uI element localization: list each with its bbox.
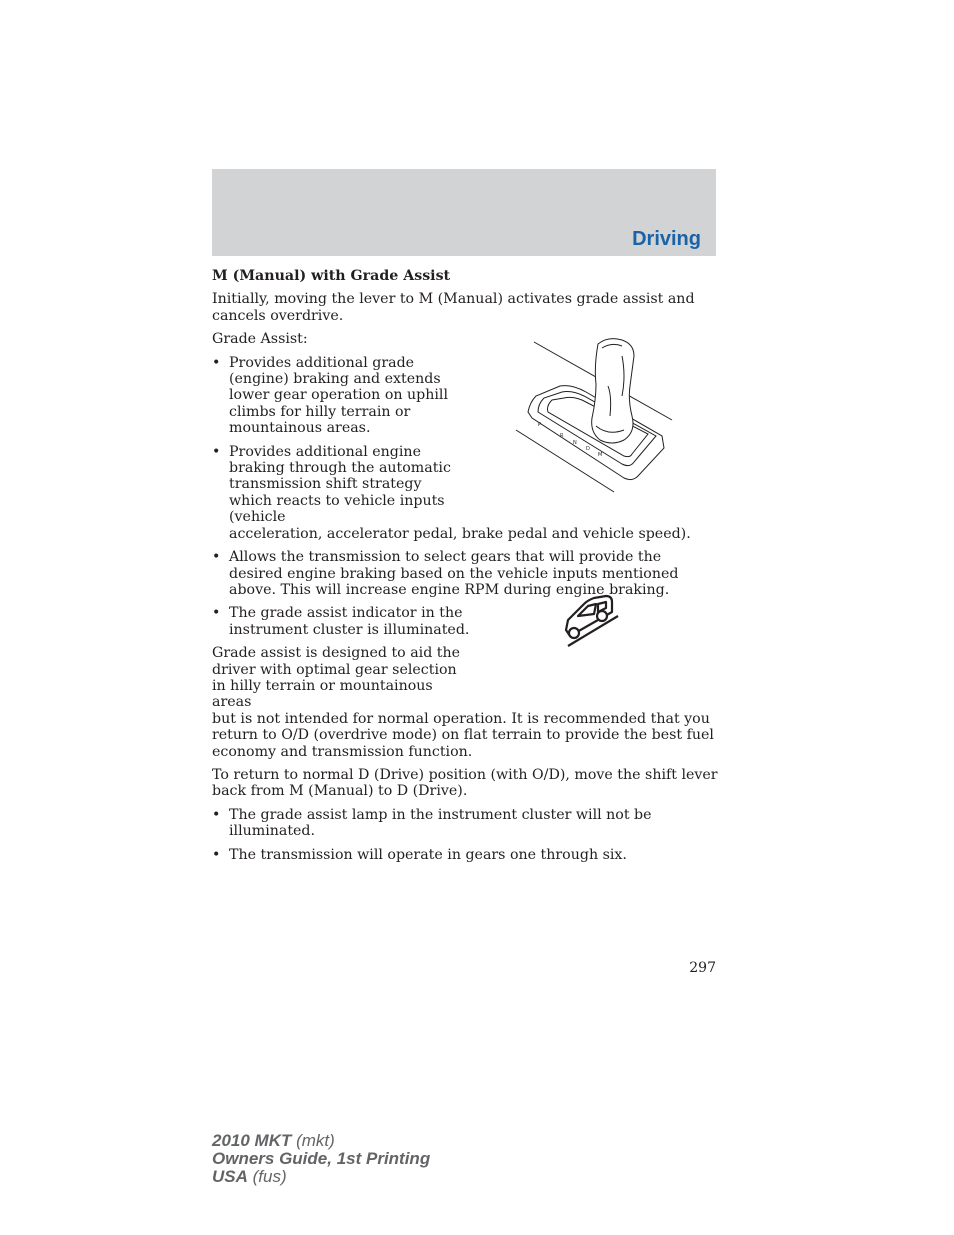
gate-label-p: P	[538, 422, 542, 428]
list-item-text: Provides additional grade (engine) braking and extends lower gear operation on uphill climbs for hilly terrain or mountainous areas.	[229, 354, 448, 437]
footer-market: USA	[212, 1167, 248, 1186]
section-header-band	[212, 169, 716, 256]
footer	[212, 1132, 430, 1186]
subsection-heading: M (Manual) with Grade Assist	[212, 268, 451, 284]
footer-edition: Owners Guide, 1st Printing	[212, 1149, 431, 1168]
list-item	[212, 807, 718, 840]
bullet-dot: •	[212, 354, 221, 371]
gate-label-r: R	[560, 433, 564, 439]
design-paragraph-start: Grade assist is designed to aid the driver with optimal gear selection in hilly terrain or mountainous areas	[212, 645, 461, 711]
section-title: Driving	[632, 228, 701, 250]
list-item	[212, 355, 471, 437]
list-item-text: The grade assist lamp in the instrument cluster will not be illuminated.	[229, 806, 652, 840]
footer-model-code: (mkt)	[296, 1131, 335, 1150]
bullet-dot: •	[212, 846, 221, 863]
list-item	[212, 549, 718, 598]
footer-market-code: (fus)	[252, 1167, 287, 1186]
design-paragraph-end: but is not intended for normal operation. It is recommended that you return to O/D (overdrive mode) on flat terrain to provide the best fuel economy and transmission function.	[212, 710, 714, 760]
grade-assist-label: Grade Assist:	[212, 331, 308, 348]
gate-label-n: N	[573, 440, 577, 446]
list-item	[212, 605, 471, 638]
list-item-text: Provides additional engine braking through the automatic transmission shift strategy which reacts to vehicle inputs (vehicle	[229, 443, 451, 526]
list-item-text-continued: acceleration, accelerator pedal, brake pedal and vehicle speed).	[229, 525, 691, 542]
bullet-dot: •	[212, 443, 221, 460]
shift-lever-illustration	[512, 336, 674, 496]
bullet-dot: •	[212, 605, 221, 622]
gate-label-m: M	[598, 452, 603, 458]
footer-model: 2010 MKT	[212, 1131, 292, 1150]
footer-line-3	[212, 1168, 430, 1186]
list-item-text: The grade assist indicator in the instrument cluster is illuminated.	[229, 605, 470, 638]
list-item-text: Allows the transmission to select gears that will provide the desired engine braking based on the vehicle inputs mentioned above. This will increase engine RPM during engine braking.	[229, 549, 679, 598]
page-number: 297	[689, 960, 716, 976]
grade-assist-icon	[560, 594, 622, 650]
footer-line-2	[212, 1150, 430, 1168]
return-paragraph: To return to normal D (Drive) position (with O/D), move the shift lever back from M (Manual) to D (Drive).	[212, 766, 718, 800]
list-item-text: The transmission will operate in gears one through six.	[229, 846, 627, 863]
list-item	[212, 847, 718, 863]
footer-line-1	[212, 1132, 430, 1150]
design-paragraph	[212, 645, 718, 760]
intro-paragraph: Initially, moving the lever to M (Manual) activates grade assist and cancels overdrive.	[212, 291, 695, 324]
gate-label-d: D	[586, 446, 590, 452]
bullet-dot: •	[212, 549, 221, 566]
bullet-dot: •	[212, 806, 221, 823]
